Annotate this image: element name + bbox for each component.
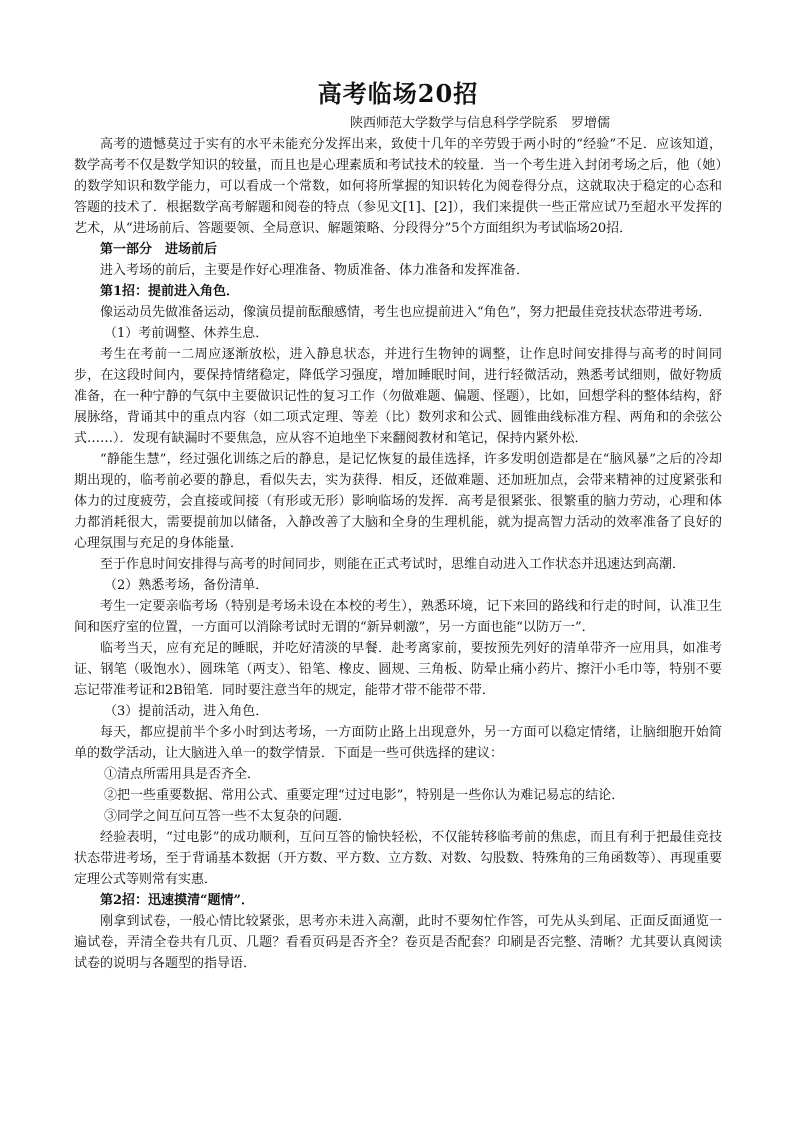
- body-paragraph: 经验表明，“过电影”的成功顺利，互问互答的愉快轻松，不仅能转移临考前的焦虑，而且有利于把最佳竞技状态带进考场，至于背诵基本数据（开方数、平方数、立方数、对数、勾股数、特殊角的三角函数等）、再现重要定理公式等则常有实惠．: [74, 830, 722, 887]
- subheading: （1）考前调整、休养生息．: [104, 326, 269, 341]
- body-paragraph: 考生一定要亲临考场（特别是考场未设在本校的考生），熟悉环境，记下来回的路线和行走的时间，认准卫生间和医疗室的位置，一方面可以消除考试时无谓的“新异刺激”，另一方面也能“以防万一”．: [74, 599, 722, 635]
- tip-heading-1: 第1招：提前进入角色．: [100, 284, 240, 299]
- author-line: 陕西师范大学数学与信息科学学院系 罗增儒: [349, 116, 610, 131]
- body-paragraph: 像运动员先做准备运动，像演员提前酝酿感情，考生也应提前进入“角色”，努力把最佳竞技状态带进考场．: [100, 305, 712, 320]
- document-title: 高考临场20招: [317, 79, 479, 108]
- list-item: ①清点所需用具是否齐全．: [104, 767, 261, 782]
- body-paragraph: 至于作息时间安排得与高考的时间同步，则能在正式考试时，思维自动进入工作状态并迅速达到高潮．: [100, 557, 686, 572]
- subheading: （3）提前活动，进入角色．: [104, 704, 269, 719]
- body-paragraph: “静能生慧”，经过强化训练之后的静息，是记忆恢复的最佳选择，许多发明创造都是在“脑风暴”之后的冷却期出现的，临考前必要的静息，看似失去，实为获得．相反，还做难题、还加班加点，会带来精神的过度紧张和体力的过度疲劳，会直接或间接（有形或无形）影响临场的发挥．高考是很紧张、很繁重的脑力劳动，心理和体力都消耗很大，需要提前加以储备，入静改善了大脑和全身的生理机能，就为提高智力活动的效率准备了良好的心理氛围与充足的身体能量．: [74, 452, 722, 551]
- intro-paragraph: 高考的遗憾莫过于实有的水平未能充分发挥出来，致使十几年的辛劳毁于两小时的“经验”不足．应该知道，数学高考不仅是数学知识的较量，而且也是心理素质和考试技术的较量．当一个考生进入封闭考场之后，他（她）的数学知识和数学能力，可以看成一个常数，如何将所掌握的知识转化为阅卷得分点，这就取决于稳定的心态和答题的技术了．根据数学高考解题和阅卷的特点（参见文[1]、[2]），我们来提供一些正常应试乃至超水平发挥的艺术，从“进场前后、答题要领、全局意识、解题策略、分段得分”5个方面组织为考试临场20招．: [74, 137, 722, 236]
- body-paragraph: 刚拿到试卷，一般心情比较紧张，思考亦未进入高潮，此时不要匆忙作答，可先从头到尾、正面反面通览一遍试卷，弄清全卷共有几页、几题？看看页码是否齐全？卷页是否配套？印刷是否完整、清晰？尤其要认真阅读试卷的说明与各题型的指导语．: [74, 914, 722, 971]
- body-paragraph: 临考当天，应有充足的睡眠，并吃好清淡的早餐．赴考离家前，要按预先列好的清单带齐一应用具，如准考证、钢笔（吸饱水）、圆珠笔（两支）、铅笔、橡皮、圆规、三角板、防晕止痛小药片、擦汗小毛巾等，特别不要忘记带准考证和2B铅笔．同时要注意当年的规定，能带才带不能带不带．: [74, 641, 722, 698]
- body-paragraph: 考生在考前一二周应逐渐放松，进入静息状态，并进行生物钟的调整，让作息时间安排得与高考的时间同步，在这段时间内，要保持情绪稳定，降低学习强度，增加睡眠时间，进行轻微活动，熟悉考试细则，做好物质准备，在一种宁静的气氛中主要做识记性的复习工作（勿做难题、偏题、怪题），比如，回想学科的整体结构，舒展脉络，背诵其中的重点内容（如二项式定理、等差（比）数列求和公式、圆锥曲线标准方程、两角和的余弦公式……）．发现有缺漏时不要焦急，应从容不迫地坐下来翻阅教材和笔记，保持内紧外松．: [74, 347, 722, 446]
- body-paragraph: 每天，都应提前半个多小时到达考场，一方面防止路上出现意外，另一方面可以稳定情绪，让脑细胞开始简单的数学活动，让大脑进入单一的数学情景．下面是一些可供选择的建议：: [74, 725, 722, 761]
- tip-heading-2: 第2招：迅速摸清“题情”．: [100, 893, 255, 908]
- section-intro: 进入考场的前后，主要是作好心理准备、物质准备、体力准备和发挥准备．: [100, 263, 530, 278]
- subheading: （2）熟悉考场，备份清单．: [104, 578, 269, 593]
- section-heading: 第一部分 进场前后: [100, 242, 218, 257]
- list-item: ③同学之间互问互答一些不太复杂的问题．: [104, 809, 352, 824]
- document-page: [74, 78, 722, 974]
- list-item: ②把一些重要数据、常用公式、重要定理“过过电影”，特别是一些你认为难记易忘的结论．: [104, 788, 625, 803]
